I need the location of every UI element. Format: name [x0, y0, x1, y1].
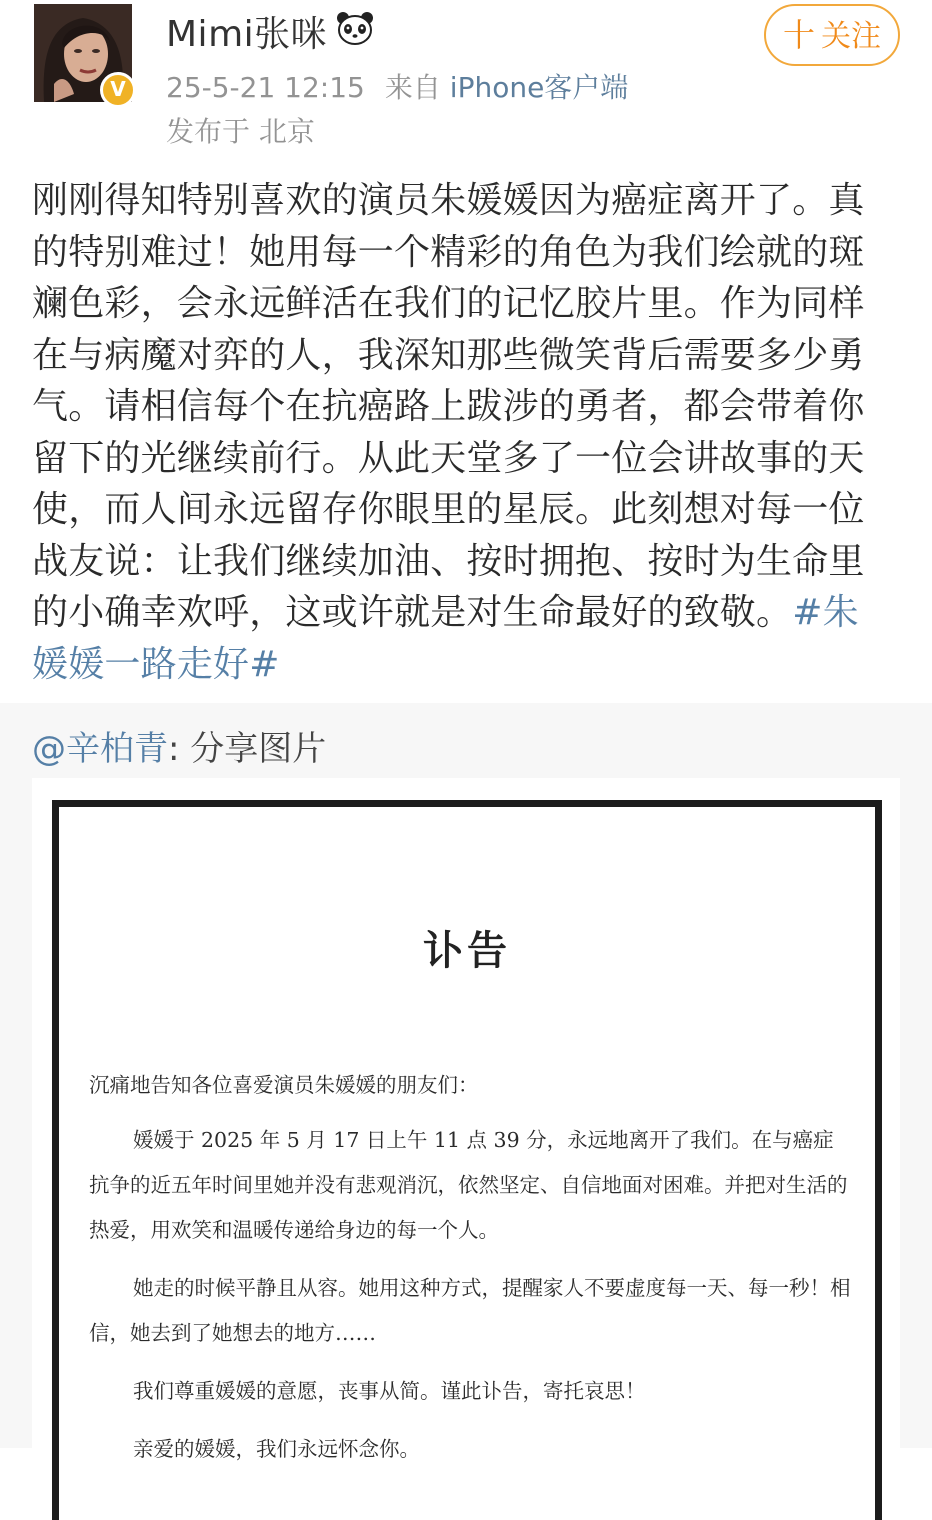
notice-paragraph: 媛媛于 2025 年 5 月 17 日上午 11 点 39 分，永远地离开了我们。在与癌症抗争的近五年时间里她并没有悲观消沉，依然坚定、自信地面对困难。并把对生活的热爱，用欢笑和温暖传递给身边的每一个人。 [89, 1128, 848, 1242]
notice-paragraph: 亲爱的媛媛，我们永远怀念你。 [133, 1437, 420, 1461]
source-label: 来自 [384, 71, 441, 104]
panda-icon [335, 10, 375, 46]
follow-button-label: 关注 [821, 19, 881, 54]
post-body-text: 刚刚得知特别喜欢的演员朱媛媛因为癌症离开了。真的特别难过！她用每一个精彩的角色为我们绘就的斑斓色彩，会永远鲜活在我们的记忆胶片里。作为同样在与病魔对弈的人，我深知那些微笑背后需要多少勇气。请相信每个在抗癌路上跋涉的勇者，都会带着你留下的光继续前行。从此天堂多了一位会讲故事的天使，而人间永远留存你眼里的星辰。此刻想对每一位战友说：让我们继续加油、按时拥抱、按时为生命里的小确幸欢呼，这或许就是对生命最好的致敬。 [32, 180, 865, 633]
obituary-notice [52, 800, 882, 1520]
post-location: 发布于 北京 [166, 115, 315, 148]
shared-image[interactable] [32, 778, 900, 1461]
hashtag-link[interactable]: #朱媛媛一路走好# [32, 592, 859, 685]
repost-text: : 分享图片 [168, 729, 327, 769]
verified-badge-icon: V [100, 72, 136, 108]
notice-title: 讣告 [423, 927, 511, 974]
post-header [0, 0, 932, 160]
follow-button[interactable] [764, 4, 900, 66]
post-content [32, 175, 892, 690]
repost-block[interactable] [0, 703, 932, 1461]
notice-body [89, 1063, 851, 1485]
plus-icon: 十 [782, 16, 815, 54]
username[interactable]: Mimi张咪 [166, 14, 328, 55]
notice-paragraph: 她走的时候平静且从容。她用这种方式，提醒家人不要虚度每一天、每一秒！相信，她去到了她想去的地方…… [89, 1276, 851, 1345]
source-link[interactable]: iPhone客户端 [449, 71, 629, 104]
mention-link[interactable]: @辛柏青 [32, 729, 168, 769]
post-timestamp: 25-5-21 12:15 [166, 71, 365, 104]
notice-greeting: 沉痛地告知各位喜爱演员朱媛媛的朋友们： [89, 1073, 479, 1097]
notice-paragraph: 我们尊重媛媛的意愿，丧事从简。谨此讣告，寄托哀思！ [133, 1379, 646, 1403]
repost-header [32, 721, 326, 770]
post-meta [166, 66, 628, 106]
